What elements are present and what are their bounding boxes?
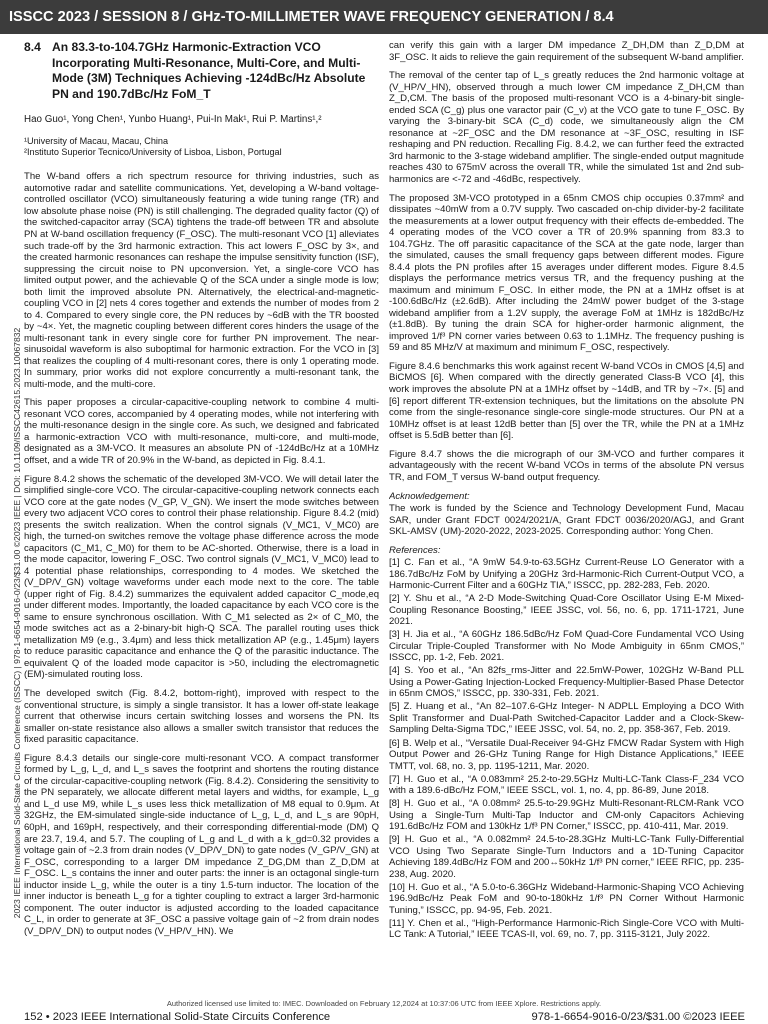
- left-column: [24, 40, 379, 980]
- footer-isbn: 978-1-6654-9016-0/23/$31.00 ©2023 IEEE: [531, 1011, 745, 1023]
- body-paragraph: can verify this gain with a larger DM impedance Z_DH,DM than Z_D,DM at 3F_OSC. It aids to relieve the gain requirement of the subsequent W-band amplifier.: [389, 40, 744, 63]
- reference-item: [7] H. Guo et al., “A 0.083mm² 25.2-to-29.5GHz Multi-LC-Tank Class-F_234 VCO with a 189.6-dBc/Hz FOM,” IEEE SSCL, vol. 1, no. 4, pp. 86-89, June 2018.: [389, 773, 744, 797]
- affiliation-2: ²Instituto Superior Tecnico/University of Lisboa, Lisbon, Portugal: [24, 147, 282, 158]
- paper-title: An 83.3-to-104.7GHz Harmonic-Extraction VCO Incorporating Multi-Resonance, Multi-Core, and Multi-Mode (3M) Techniques Achieving -124dBc/Hz Absolute PN and 190.7dBc/Hz FoM_T: [52, 40, 366, 102]
- body-paragraph: This paper proposes a circular-capacitive-coupling network to combine 4 multi-resonant VCO cores, accompanied by 4 operating modes, while not interfering with the multi-resonance design in the single core. As such, we designed and fabricated a harmonic-extraction VCO with multi-resonance, multi-core, and multi-mode, designated as a 3M-VCO. It measures an absolute PN of -124dBc/Hz at a 10MHz offset, and a wide TR of 20.9% in the W-band, as depicted in Fig. 8.4.1.: [24, 397, 379, 466]
- right-column: [389, 40, 744, 980]
- reference-item: [9] H. Guo et al., “A 0.082mm² 24.5-to-28.3GHz Multi-LC-Tank Fully-Differential VCO Using Two Separate Single-Turn Inductors and a 1D-Tuning Capacitor Achieving 189.4dBc/Hz FOM and 200↔50kHz 1/f³ PN corner,” IEEE RFIC, pp. 235-238, Aug. 2020.: [389, 834, 744, 880]
- license-note: Authorized licensed use limited to: IMEC. Downloaded on February 12,2024 at 10:37:06 UTC from IEEE Xplore. Restrictions apply.: [166, 999, 602, 1008]
- reference-item: [11] Y. Chen et al., “High-Performance Harmonic-Rich Single-Core VCO with Multi-LC Tank: A Tutorial,” IEEE TCAS-II, vol. 69, no. 7, pp. 3115-3121, July 2022.: [389, 917, 744, 941]
- reference-item: [5] Z. Huang et al., “An 82–107.6-GHz Integer- N ADPLL Employing a DCO With Split Transformer and Dual-Path Switched-Capacitor Ladder and a Clock-Skew-Sampling Delta-Sigma TDC,” IEEE JSSC, vol. 54, no. 2, pp. 358-367, Feb. 2019.: [389, 701, 744, 736]
- acknowledgement-text: The work is funded by the Science and Technology Development Fund, Macau SAR, under Grant FDCT 0024/2021/A, Grant FDCT 0036/2020/AGJ, and Grant SKL-AMSV (UM)-2020-2022, 2023-2025. Corresponding author: Yong Chen.: [389, 503, 744, 538]
- side-doi-text: 2023 IEEE International Solid-State Circuits Conference (ISSCC) | 978-1-6654-9016-0/23/$31.00 ©2023 IEEE | DOI: 10.1109/ISSCC42615.2023.10067832: [12, 327, 22, 919]
- body-paragraph: Figure 8.4.2 shows the schematic of the developed 3M-VCO. We will detail later the simplified single-core VCO. The circular-capacitive-coupling network connects each VCO core at the gate nodes (V_GP, V_GN). We insert the mode switches between every two adjacent VCO cores to control their phase relationship. Figure 8.4.2 (mid) presents the switch realization. When the control signals (V_MC1, V_MC0) are high, the turned-on switches remove the voltage phase difference across the mode capacitors (C_M1, C_M0) for them to be AC-shorted. Otherwise, there is a load in the mode capacitor, lowering F_OSC. Two control signals (V_MC1, V_MC0) lead to 4 potential phase relationships, corresponding to 4 modes. We sketched the (V_DP/V_GN) voltage waveforms under each mode next to the core. The table (upper right of Fig. 8.4.2) summarizes the equivalent added capacitor C_mode,eq under different modes. Importantly, the loaded capacitance by each VCO core is the same to ensure synchronous oscillation. With C_M1 selected as 2× of C_M0, the mode switches act as a 2-binary-bit high-Q SCA. The parallel routing uses thick metallization M9 (e.g., 3.4μm) and less thick metallization AP (e.g., 1.45μm) layers to reduce parasitic capacitance and enhance the Q of the parasitic inductance. The equivalent Q of the loaded mode capacitor is >50, including the electromagnetic (EM)-simulated routing loss.: [24, 473, 379, 681]
- body-paragraph: The removal of the center tap of L_s greatly reduces the 2nd harmonic voltage at (V_HP/V_HN), observed through a much lower CM impedance Z_DH,CM than Z_D,CM. The basis of the proposed multi-resonant VCO is a 4-binary-bit single-ended SCA (C_g) plus one varactor pair (C_v) at the VCO gate to tune F_OSC. By varying the 3-binary-bit SCA (C_d) code, we simultaneously align the CM resonance at ~2F_OSC and the DM resonance at ~3F_OSC, resulting in ISF reshaping and PN reduction. Recalling Fig. 8.4.2, we can further feed the extracted 3rd harmonic to the 3-stage wideband amplifier. The single-ended output magnitude reaches 430 to 675mV across the overall TR, while the simulated 1st and 2nd sub-harmonics are <-72 and -46dBc, respectively.: [389, 70, 744, 185]
- reference-item: [10] H. Guo et al., “A 5.0-to-6.36GHz Wideband-Harmonic-Shaping VCO Achieving 196.9dBc/Hz Peak FoM and 90-to-180kHz 1/f³ PN Corner Without Harmonic Tuning,” ISSCC, pp. 94-95, Feb. 2021.: [389, 881, 744, 916]
- affiliations: [24, 136, 379, 159]
- body-paragraph: The W-band offers a rich spectrum resource for thriving industries, such as automotive radar and satellite communications. Yet, developing a W-band voltage-controlled oscillator (VCO) simultaneously featuring a wide tuning range (TR) and low absolute phase noise (PN) is still challenging. The degraded quality factor (Q) of the switched-capacitor array (SCA) tightens the trade-off between TR and absolute PN at W-band oscillation frequency (F_OSC). The multi-resonant VCO [1] alleviates such trade-off by the 3rd harmonic extraction. This act lowers F_OSC by 3×, and the created harmonic resonances can reshape the impulse sensitivity function (ISF), suppressing the circuit noise to PN upconversion. Yet, a single-core VCO has limited output power, and the achievable Q of the SCA under a single mode is low; both limit the improved absolute PN. Alternatively, the electrical-and-magnetic-coupling VCO in [2] nets 4 cores together and extends the number of modes from 2 to 4. Compared to every single core, the PN reduces by ~6dB with the TR boosted by ~4×. Yet, the magnetic coupling between different cores hinders the usage of the multi-resonant tank in every single core for further PN improvement. The near-sinusoidal waveform is also suboptimal for harmonic extraction. For the VCO in [3] that realizes the coupling of 4 multi-resonant cores, there is only 1 operating mode. In summary, prior works did not explore concurrently a multi-resonant tank, the multi-mode, and the multi-core.: [24, 171, 379, 390]
- body-paragraph: The proposed 3M-VCO prototyped in a 65nm CMOS chip occupies 0.37mm² and dissipates ~40mW from a 0.7V supply. Two cascaded on-chip divider-by-2 facilitate the measurements at a lower output frequency with their effects de-embedded. The 4 operating modes of the VCO cover a TR of 20.9% spanning from 83.3 to 104.7GHz. The off parasitic capacitance of the SCA at the gate node, larger than the simulated, causes the small frequency gaps between different modes. Figure 8.4.4 plots the PN profiles after 15 averages under different modes. Figure 8.4.5 displays the performance metrics versus TR, and the frequency pushing at the maximum and minimum F_OSC. In either mode, the PN at a 1MHz offset is at -100.6dBc/Hz (±2.6dB). After including the 24mW power budget of the 3-stage wideband amplifier from a 1.2V supply, the average FoM at 1MHz is 182dBc/Hz (±1.8dB). By tuning the drain SCA for higher-order harmonic alignment, the improved 1/f³ PN corner varies between 0.63 to 1.1MHz. The frequency pushing is 59 and 85 MHz/V at maximum and minimum F_OSC, respectively.: [389, 192, 744, 354]
- reference-item: [1] C. Fan et al., “A 9mW 54.9-to-63.5GHz Current-Reuse LO Generator with a 186.7dBc/Hz FoM by Unifying a 20GHz 3rd-Harmonic-Rich Current-Output VCO, a Harmonic-Current Filter and a 60GHz TIA,” ISSCC, pp. 282-283, Feb. 2020.: [389, 557, 744, 592]
- author-list: Hao Guo¹, Yong Chen¹, Yunbo Huang¹, Pui-In Mak¹, Rui P. Martins¹,²: [24, 113, 322, 125]
- reference-list: [389, 557, 744, 941]
- paper-number: 8.4: [24, 40, 41, 54]
- acknowledgement-heading: Acknowledgement:: [389, 490, 470, 502]
- paper-title-block: [24, 40, 379, 103]
- body-paragraph: The developed switch (Fig. 8.4.2, bottom-right), improved with respect to the conventional structure, is simply a single transistor. It has a lower off-state leakage current that otherwise incurs certain switching losses and worsens the PN. Its smaller on-state resistance also allows a smaller switch transistor that reduces the fixed parasitic capacitance.: [24, 688, 379, 746]
- body-paragraph: Figure 8.4.6 benchmarks this work against recent W-band VCOs in CMOS [4,5] and BiCMOS [6]. When compared with the directly generated Class-B VCO [4], this work improves the absolute PN at a 1MHz offset by ~14dB, and TR by ~7×. [5] and [6] report different TR-extension techniques, but the limitations on the absolute PN come from the single-resonance single-core single-mode structures. Our PN at a 10MHz offset is at least 12dB better than [5] over the TR, while the PN at a 1MHz offset is 5.5dB better than [6].: [389, 360, 744, 442]
- reference-item: [6] B. Welp et al., “Versatile Dual-Receiver 94-GHz FMCW Radar System with High Output Power and 26-GHz Tuning Range for High Distance Applications,” IEEE TMTT, vol. 68, no. 3, pp. 1195-1211, Mar. 2020.: [389, 737, 744, 772]
- references-heading: References:: [389, 544, 441, 556]
- reference-item: [8] H. Guo et al., “A 0.08mm² 25.5-to-29.9GHz Multi-Resonant-RLCM-Rank VCO Using a Single-Turn Multi-Tap Inductor and CM-only Capacitors Achieving 191.6dBc/Hz FOM and 130kHz 1/f³ PN Corner,” ISSCC, pp. 410-411, Mar. 2019.: [389, 798, 744, 833]
- side-doi-stamp: [11, 288, 23, 958]
- page-footer: [0, 1010, 768, 1024]
- session-header-banner: ISSCC 2023 / SESSION 8 / GHz-TO-MILLIMETER WAVE FREQUENCY GENERATION / 8.4: [0, 0, 768, 34]
- body-paragraph: Figure 8.4.3 details our single-core multi-resonant VCO. A compact transformer formed by L_g, L_d, and L_s saves the footprint and shortens the routing distance of the circular-capacitive-coupling network (Fig. 8.4.2). Considering the sensitivity to the PN separately, we allocate different metal layers and widths, for example, L_g and L_d use M9, while L_s uses less thick metallization of M8 equal to 0.9μm. At 32GHz, the EM-simulated single-side inductance of L_g, L_d, and L_s are 90pH, 60pH, and 169pH, respectively, and their corresponding differential-mode (DM) Q are 23.7, 19.4, and 5.7. The coupling of L_g and L_d with a k_gd=0.32 provides a voltage gain of ~2.3 from drain nodes (V_DP/V_DN) to gate nodes (V_GP/V_GN) at F_OSC, corresponding to a larger DM impedance Z_DG,DM than Z_D,DM at F_OSC. L_s contains the inner and outer parts: the inner is an octagonal single-turn inductor inside L_g, while the outer is a tiny 1.5-turn inductor. The location of the inner inductor is beneath L_g for a tighter coupling to extract a larger 3rd-harmonic component. The outer inductor is adjusted according to the loaded capacitance C_L, in order to generate at 3F_OSC a passive voltage gain of ~2 from drain nodes (V_DP/V_DN) to output nodes (V_HP/V_HN). We: [24, 752, 379, 937]
- reference-item: [3] H. Jia et al., “A 60GHz 186.5dBc/Hz FoM Quad-Core Fundamental VCO Using Circular Triple-Coupled Transformer with No Mode Ambiguity in 65nm CMOS,” ISSCC, pp. 1-2, Feb. 2021.: [389, 629, 744, 664]
- reference-item: [4] S. Yoo et al., “An 82fs_rms-Jitter and 22.5mW-Power, 102GHz W-Band PLL Using a Power-Gating Injection-Locked Frequency-Multiplier-Based Phase Detector in 65nm CMOS,” ISSCC, pp. 330-331, Feb. 2021.: [389, 665, 744, 700]
- footer-page-info: 152 • 2023 IEEE International Solid-State Circuits Conference: [24, 1011, 331, 1023]
- affiliation-1: ¹University of Macau, Macau, China: [24, 135, 169, 146]
- reference-item: [2] Y. Shu et al., “A 2-D Mode-Switching Quad-Core Oscillator Using E-M Mixed-Coupling Resonance Boosting,” IEEE JSSC, vol. 56, no. 6, pp. 1711-1721, June 2021.: [389, 593, 744, 628]
- body-paragraph: Figure 8.4.7 shows the die micrograph of our 3M-VCO and further compares it advantageously with the recent W-band VCOs in terms of the absolute PN versus TR, and FOM_T versus W-band output frequency.: [389, 448, 744, 483]
